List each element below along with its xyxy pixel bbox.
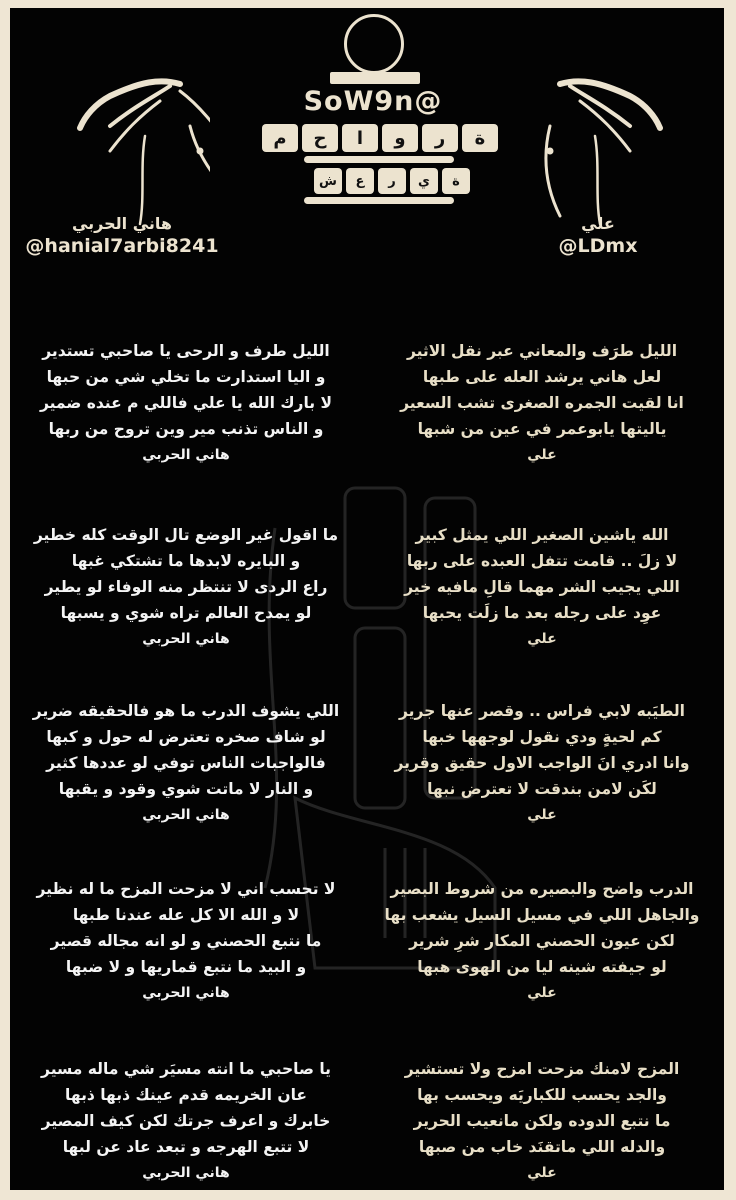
verse-line: عان الخريمه قدم عينك ذبها ذبها bbox=[65, 1086, 307, 1104]
key-tile: ر bbox=[378, 168, 406, 194]
verse-line: الليل طرَف والمعاني عبر نقل الاثير bbox=[406, 342, 678, 360]
verse-line: لو شاف صخره تعترض له حول و كبها bbox=[46, 728, 326, 746]
verse-line: ما نتبع الحصني و لو انه مجاله قصير bbox=[50, 932, 322, 950]
verse-signature: علي bbox=[527, 447, 557, 463]
key-tile: ع bbox=[346, 168, 374, 194]
verse-block-right-5 bbox=[372, 1056, 712, 1186]
verse-line: ما اقول غير الوضع تال الوقت كله خطير bbox=[33, 526, 339, 544]
verse-line: لعل هاني يرشد العله على طبها bbox=[422, 368, 662, 386]
verse-signature: هاني الحربي bbox=[142, 447, 230, 463]
verse-line: الدرب واضح والبصيره من شروط البصير bbox=[390, 880, 694, 898]
horse-head-icon bbox=[530, 56, 700, 226]
verse-line: راع الردى لا تنتظر منه الوفاء لو يطير bbox=[44, 578, 328, 596]
logo-ribbon bbox=[330, 72, 420, 84]
verse-line: وانا ادري انَ الواجب الاول حقيق وقرير bbox=[394, 754, 690, 772]
verse-signature: علي bbox=[527, 985, 557, 1001]
verse-line: و النار لا ماتت شوي وقود و يقبها bbox=[58, 780, 314, 798]
verse-line: و البيد ما نتبع قماريها و لا ضبها bbox=[65, 958, 307, 976]
keyboard-title-row1 bbox=[262, 124, 498, 152]
verse-block-right-3 bbox=[372, 698, 712, 828]
verse-line: لا و الله الا كل عله عندنا طبها bbox=[72, 906, 300, 924]
poet-right bbox=[538, 214, 658, 257]
verse-block-left-2 bbox=[16, 522, 356, 652]
verse-line: انا لقيت الجمره الصغرى تشب السعير bbox=[400, 394, 684, 412]
verse-block-right-4 bbox=[372, 876, 712, 1006]
verse-line: الله ياشين الصغير اللي يمثل كبير bbox=[415, 526, 669, 544]
key-tile: ح bbox=[302, 124, 338, 152]
verse-signature: هاني الحربي bbox=[142, 807, 230, 823]
verse-line: عوِد على رجله بعد ما زلَت يحبها bbox=[422, 604, 662, 622]
verse-line: خابرك و اعرف جرتك لكن كيف المصير bbox=[41, 1112, 331, 1130]
verse-line: لكَن لامن بندقت لا تعترض نبها bbox=[427, 780, 657, 798]
verse-block-left-3 bbox=[16, 698, 356, 828]
verse-line: والجد يحسب للكباريَه ويحسب بها bbox=[417, 1086, 667, 1104]
poet-left bbox=[22, 214, 222, 257]
verse-line: ما نتبع الدوده ولكن مانعيب الحرير bbox=[413, 1112, 671, 1130]
keyboard-spacebar bbox=[304, 197, 454, 204]
keyboard-spacebar bbox=[304, 156, 454, 163]
verse-line: لو يمدح العالم تراه شوي و يسبها bbox=[60, 604, 312, 622]
brand-name: SoW9n@ bbox=[303, 86, 443, 117]
key-tile: ر bbox=[422, 124, 458, 152]
verse-line: الليل طرف و الرحى يا صاحبي تستدير bbox=[42, 342, 330, 360]
verse-line: اللي يشوف الدرب ما هو فالحقيقه ضرير bbox=[32, 702, 340, 720]
verse-line: لا تحسب اني لا مزحت المزح ما له نظير bbox=[36, 880, 336, 898]
verse-block-left-1 bbox=[16, 338, 356, 468]
verse-block-right-2 bbox=[372, 522, 712, 652]
verse-line: والدله اللي ماتقنَد خاب من صبها bbox=[418, 1138, 666, 1156]
verse-signature: علي bbox=[527, 807, 557, 823]
verse-line: و البايره لابدها ما تشتكي غبها bbox=[71, 552, 301, 570]
verse-line: ياليتها يابوعمر في عين من شبها bbox=[417, 420, 667, 438]
poet-handle[interactable]: @LDmx bbox=[558, 235, 638, 257]
verse-line: لكن عيون الحصني المكار شرِ شرير bbox=[409, 932, 675, 950]
key-tile: ا bbox=[342, 124, 378, 152]
keyboard-title-row2 bbox=[314, 168, 470, 194]
verse-line: لو جيفته شينه ليا من الهوى هبها bbox=[417, 958, 667, 976]
verse-signature: علي bbox=[527, 1165, 557, 1181]
verse-line: اللي يجيب الشر مهما قالِ مافيه خير bbox=[404, 578, 680, 596]
verse-signature: هاني الحربي bbox=[142, 631, 230, 647]
verse-line: المزح لامنك مزحت امزح ولا تستشير bbox=[404, 1060, 680, 1078]
key-tile: ي bbox=[410, 168, 438, 194]
brand-logo bbox=[268, 8, 486, 198]
key-tile: ش bbox=[314, 168, 342, 194]
verse-line: فالواجبات الناس توفي لو عددها كثير bbox=[46, 754, 326, 772]
verse-line: يا صاحبي ما انته مسيَر شي ماله مسير bbox=[41, 1060, 331, 1078]
poet-name: علي bbox=[581, 214, 615, 233]
poet-name: هاني الحربي bbox=[71, 214, 173, 233]
verse-block-left-5 bbox=[16, 1056, 356, 1186]
poem-panel bbox=[10, 8, 724, 1190]
key-tile: ة bbox=[442, 168, 470, 194]
verse-line: لا تتبع الهرجه و تبعد عاد عن لبها bbox=[62, 1138, 310, 1156]
key-tile: م bbox=[262, 124, 298, 152]
horse-head-icon bbox=[40, 56, 210, 226]
verse-line: لا بارك الله يا علي فاللي م عنده ضمير bbox=[39, 394, 333, 412]
verse-signature: علي bbox=[527, 631, 557, 647]
verse-line: لا زلَ .. قامت تتفل العبده على ربها bbox=[406, 552, 678, 570]
verse-line: الطيَبه لابي فراس .. وقصر عنها جرير bbox=[399, 702, 685, 720]
verse-line: و اليا استدارت ما تخلي شي من حبها bbox=[46, 368, 326, 386]
verse-block-right-1 bbox=[372, 338, 712, 468]
poet-handle[interactable]: @hanial7arbi8241 bbox=[25, 235, 219, 257]
logo-emblem-icon bbox=[344, 14, 404, 74]
verse-line: و الناس تذنب مير وين تروح من ربها bbox=[48, 420, 324, 438]
verse-line: كم لحيةٍ ودي نقول لوجهها خبها bbox=[422, 728, 662, 746]
key-tile: ة bbox=[462, 124, 498, 152]
verse-signature: هاني الحربي bbox=[142, 985, 230, 1001]
verse-block-left-4 bbox=[16, 876, 356, 1006]
key-tile: و bbox=[382, 124, 418, 152]
verse-signature: هاني الحربي bbox=[142, 1165, 230, 1181]
verse-line: والجاهل اللي في مسيل السيل يشعب بها bbox=[384, 906, 700, 924]
